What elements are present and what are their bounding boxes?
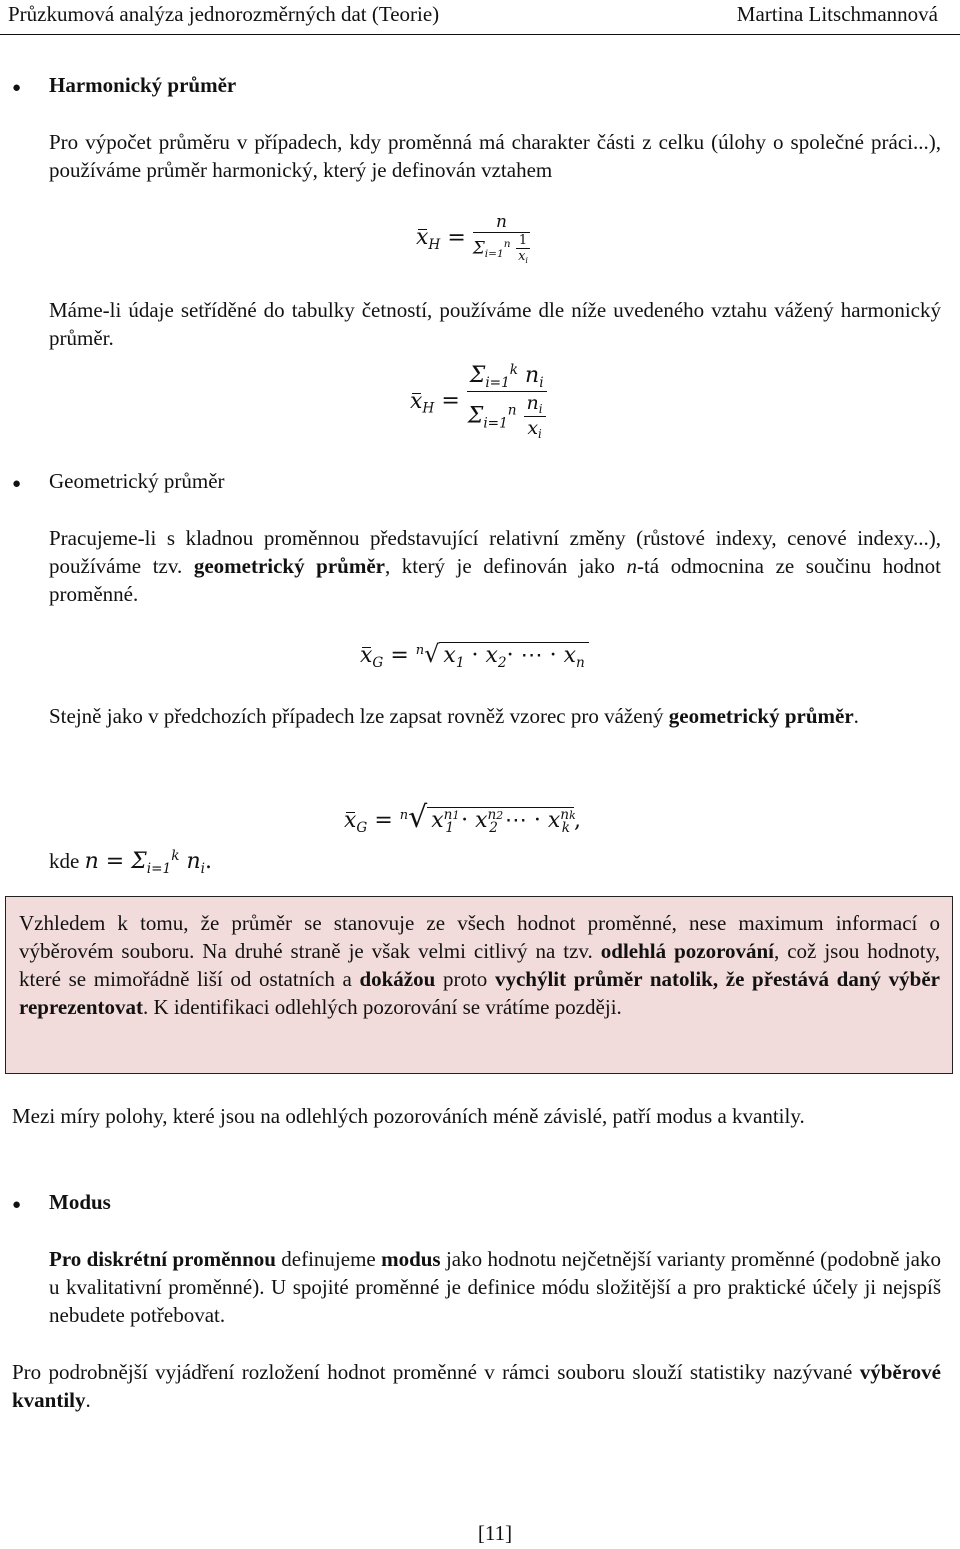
geometric-formula: $x_G = ^n√$ $x_1 \cdot x_2\cdot$ ⋯ · $x_n$ — [360, 640, 589, 671]
harmonic-formula: $x_H$ = n $\Sigma_{i=1}^n$ $\frac{1}{x_i}$ — [416, 212, 530, 265]
modus-heading: Modus — [49, 1190, 111, 1214]
header-rule — [0, 34, 960, 35]
kde-line: kde $n = \Sigma_{i=1}^k$ $n_i$. — [49, 848, 212, 877]
note-box — [5, 896, 953, 1074]
header-author: Martina Litschmannová — [736, 2, 938, 26]
header-title: Průzkumová analýza jednorozměrných dat (Teorie) — [8, 2, 440, 26]
weighted-harmonic-formula: $x_H$ = $\Sigma_{i=1}^k$ $n_i$ $\Sigma_{i=1}^n$ $\frac{n_i}{x_i}$ — [410, 362, 547, 441]
measures-text: Mezi míry polohy, které jsou na odlehlých pozorováních méně závislé, patří modus a kvantily. — [12, 1104, 805, 1128]
harmonic-weighted-text: Máme-li údaje setříděné do tabulky četností, používáme dle níže uvedeného vztahu vážený harmonický průměr. — [49, 298, 941, 350]
page-number: [11] — [477, 1521, 513, 1545]
geometric-heading: Geometrický průměr — [49, 469, 225, 493]
harmonic-heading: Harmonický průměr — [49, 73, 237, 97]
note-text: Vzhledem k tomu, že průměr se stanovuje ze všech hodnot proměnné, nese maximum informací o výběrovém souboru. Na druhé straně je však velmi citlivý na tzv. odlehlá pozorování, což jsou hodnoty, které se mimořádně liší od ostatních a dokážou proto vychýlit průměr natolik, že přestává daný výběr reprezentovat. K identifikaci odlehlých pozorování se vrátíme později. — [19, 911, 940, 1019]
modus-text: Pro diskrétní proměnnou definujeme modus jako hodnotu nejčetnější varianty proměnné (podobně jako u kvalitativní proměnné). U spojité proměnné je definice módu složitější a pro praktické účely ji nejspíš nebudete potřebovat. — [49, 1247, 941, 1327]
harmonic-intro: Pro výpočet průměru v případech, kdy proměnná má charakter části z celku (úlohy o společné práci...), používáme průměr harmonický, který je definován vztahem — [49, 130, 941, 182]
bullet-icon: ● — [12, 80, 22, 96]
bullet-icon: ● — [12, 1197, 22, 1213]
geometric-weighted-text: Stejně jako v předchozích případech lze zapsat rovněž vzorec pro vážený geometrický průměr. — [49, 704, 859, 728]
bullet-icon: ● — [12, 476, 22, 492]
weighted-geometric-formula: $x_G = ^n√$ $x^{n1}_1 \cdot x^{n2}_2$ ⋯ · $x^{nk}_k$ , — [344, 800, 581, 836]
geometric-intro: Pracujeme-li s kladnou proměnnou představující relativní změny (růstové indexy, cenové indexy...), používáme tzv. geometrický průměr, který je definován jako n-tá odmocnina ze součinu hodnot proměnné. — [49, 526, 941, 606]
quantile-text: Pro podrobnější vyjádření rozložení hodnot proměnné v rámci souboru slouží statistiky nazývané výběrové kvantily. — [12, 1360, 941, 1412]
